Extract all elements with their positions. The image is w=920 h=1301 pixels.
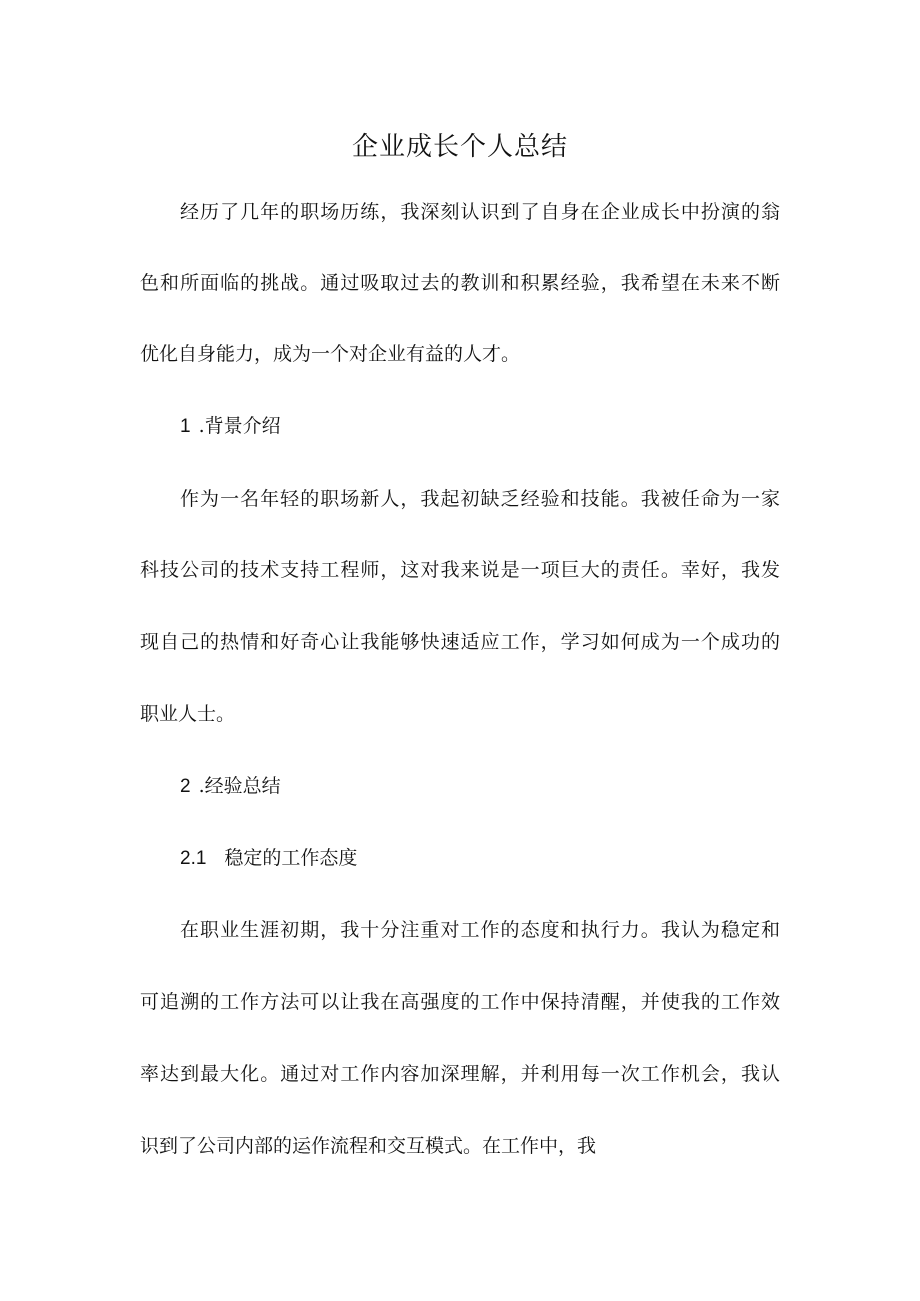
section-2-1-line-4: 识到了公司内部的运作流程和交互模式。在工作中，我: [140, 1135, 597, 1157]
section-1-title: .背景介绍: [198, 415, 281, 437]
section-2-1-heading: [180, 843, 357, 874]
section-2-1-line-2: 可追溯的工作方法可以让我在高强度的工作中保持清醒，并使我的工作效: [140, 991, 780, 1013]
intro-line-3: 优化自身能力，成为一个对企业有益的人才。: [140, 343, 521, 365]
section-1-heading: [180, 411, 281, 442]
section-1-line-4: 职业人士。: [140, 703, 236, 725]
section-1-line-2: 科技公司的技术支持工程师，这对我来说是一项巨大的责任。幸好，我发: [140, 559, 780, 581]
section-2-number: 2: [180, 776, 191, 797]
section-1-line-1: 作为一名年轻的职场新人，我起初缺乏经验和技能。我被任命为一家: [180, 488, 780, 510]
section-1-line-3: 现自己的热情和好奇心让我能够快速适应工作，学习如何成为一个成功的: [140, 631, 780, 653]
section-2-1-line-3: 率达到最大化。通过对工作内容加深理解，并利用每一次工作机会，我认: [140, 1063, 780, 1085]
section-1-number: 1: [180, 416, 191, 437]
section-2-1-line-1: 在职业生涯初期，我十分注重对工作的态度和执行力。我认为稳定和: [180, 919, 780, 941]
intro-line-2: 色和所面临的挑战。通过吸取过去的教训和积累经验，我希望在未来不断: [140, 272, 780, 294]
section-2-heading: [180, 771, 281, 802]
document-title: 企业成长个人总结: [351, 132, 568, 162]
section-2-1-title: 稳定的工作态度: [224, 847, 358, 869]
intro-line-1: 经历了几年的职场历练，我深刻认识到了自身在企业成长中扮演的翁: [180, 201, 780, 223]
section-2-1-number: 2.1: [180, 848, 207, 869]
section-2-title: .经验总结: [198, 775, 281, 797]
